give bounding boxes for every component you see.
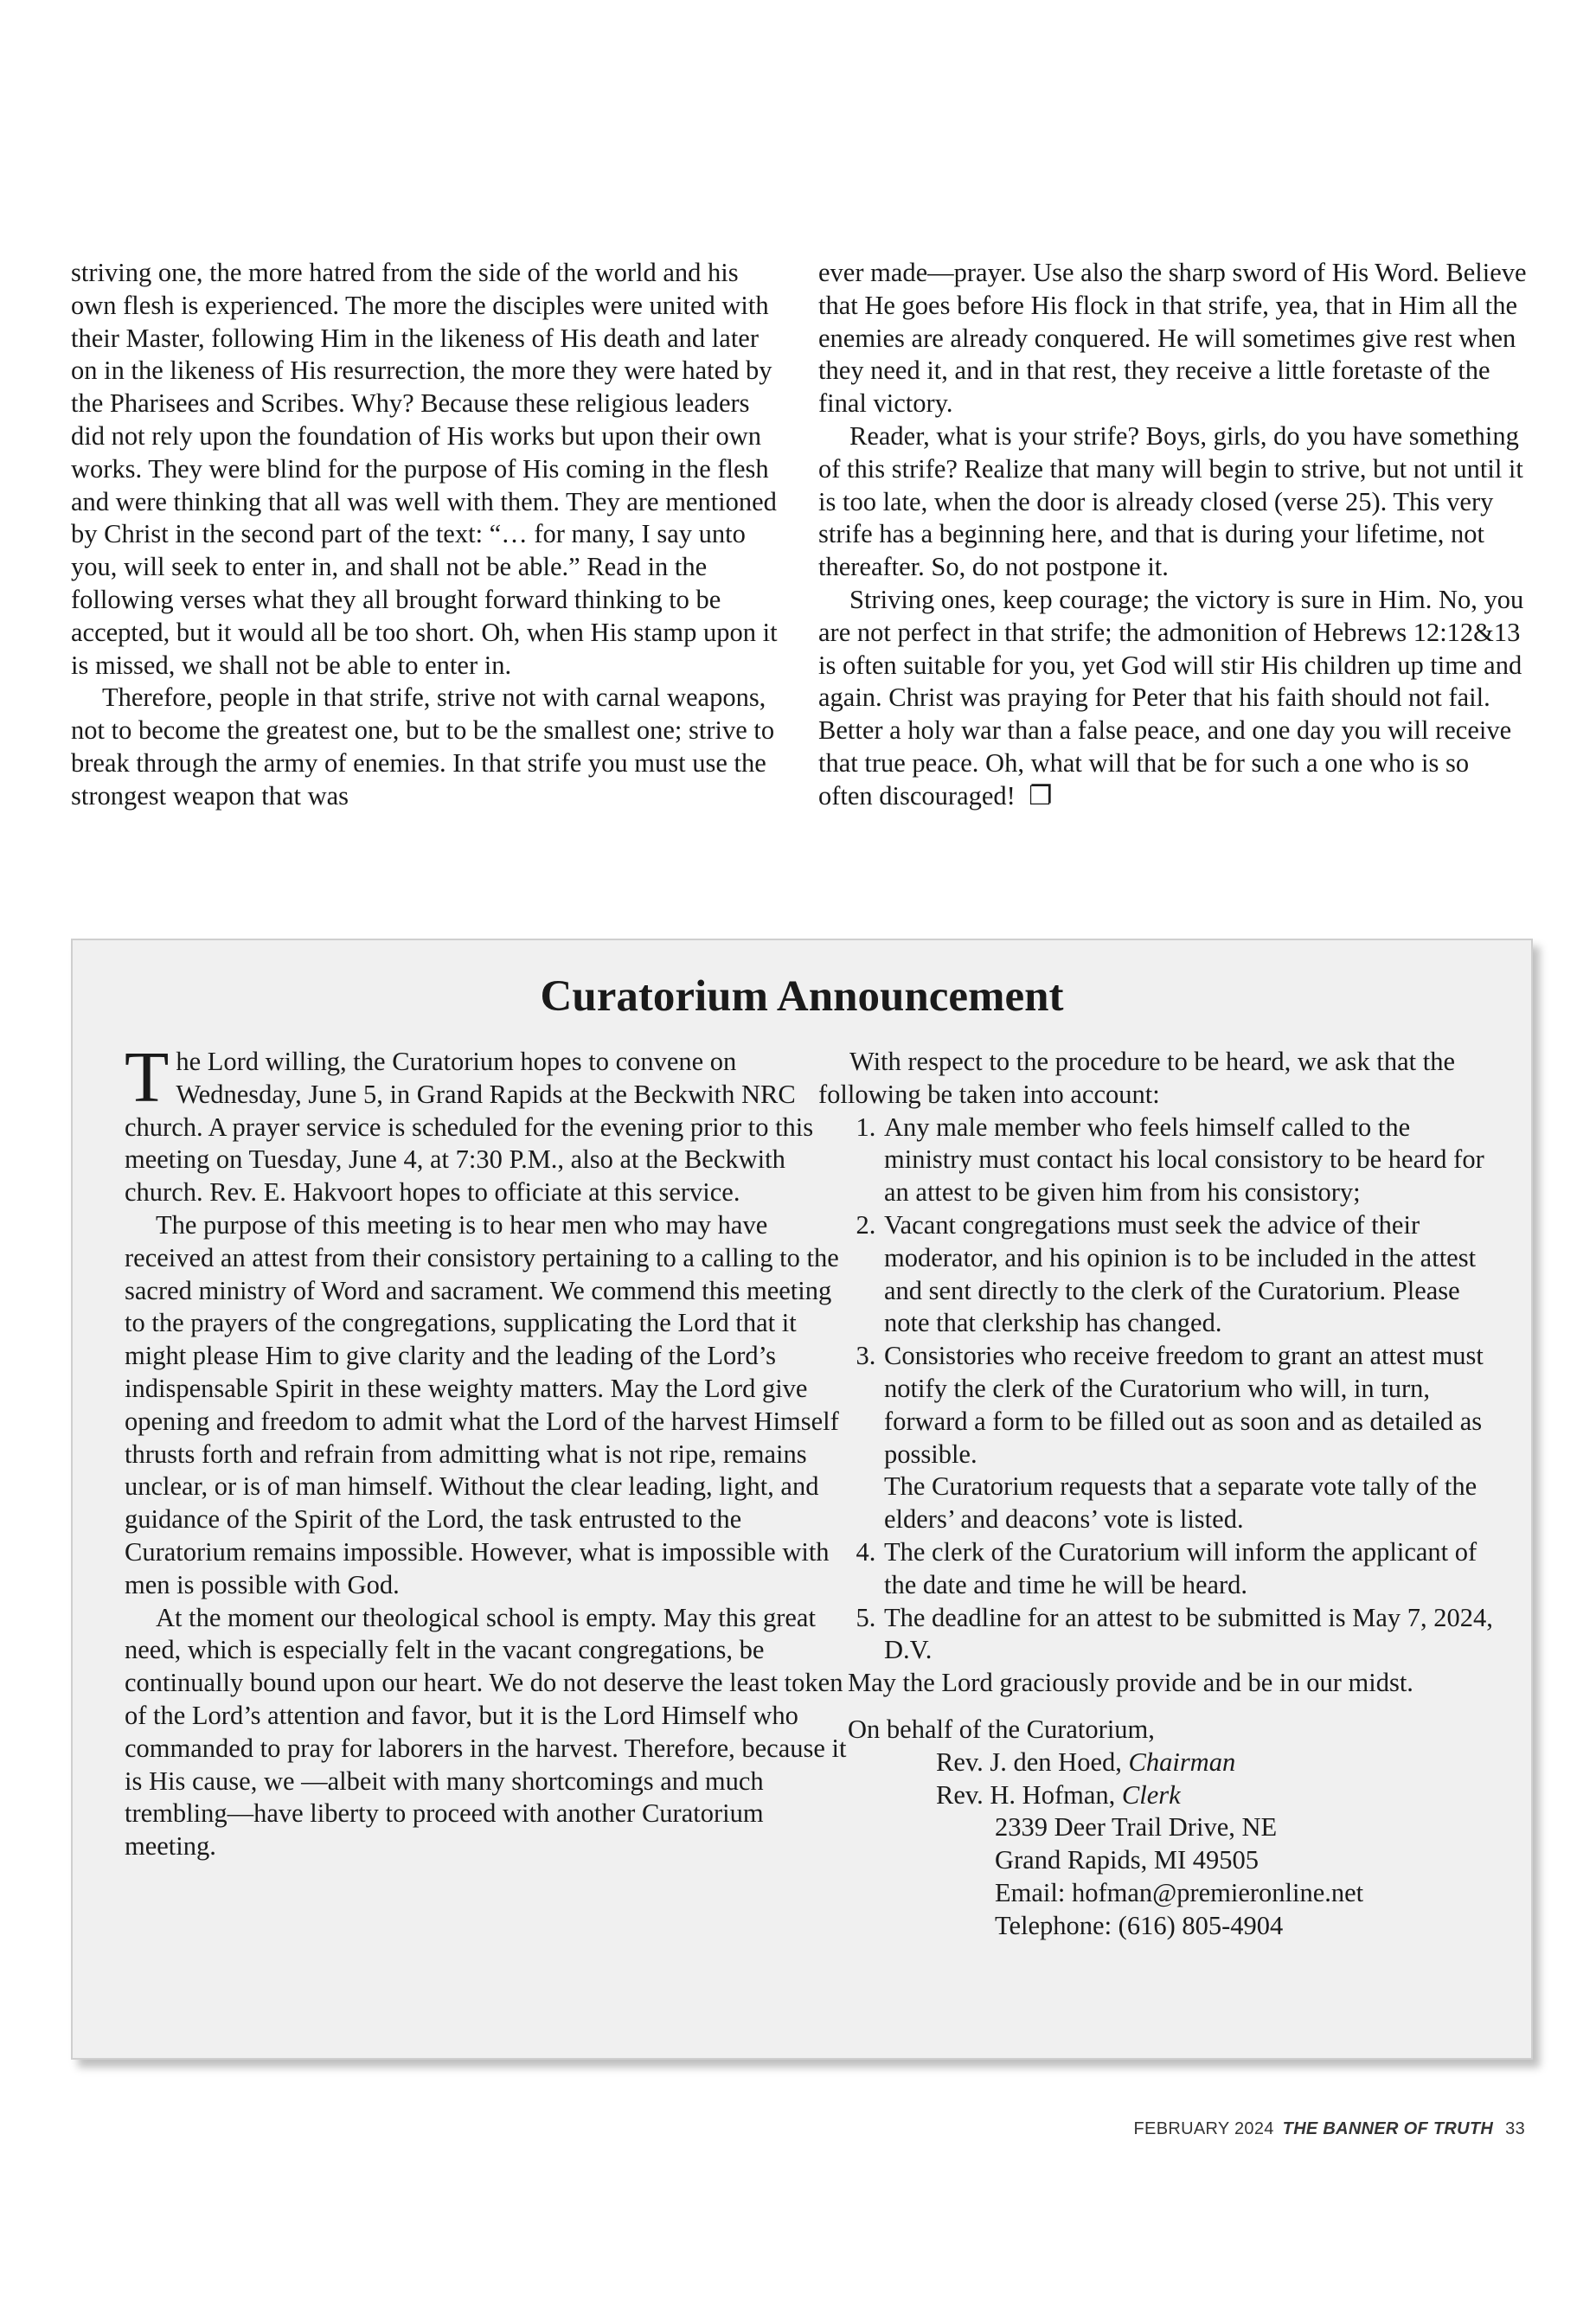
article-left-column — [71, 257, 780, 813]
announcement-title: Curatorium Announcement — [540, 972, 1064, 1021]
announcement-right-column — [818, 1046, 1502, 1943]
procedure-list — [818, 1112, 1502, 1668]
closing-line: May the Lord graciously provide and be in our midst. — [848, 1668, 1413, 1698]
announcement-left-column — [125, 1037, 849, 1863]
signature-block — [818, 1714, 1502, 1943]
footer-date: FEBRUARY 2024 — [1133, 2119, 1274, 2138]
article-paragraph: Reader, what is your strife? Boys, girls, do you have something of this strife? Realize that many will begin to strive, but not until it is too late, when the door is already closed (verse 25). This very strife has a beginning here, and that is during your lifetime, not thereafter. So, do not postpone it. — [818, 420, 1523, 582]
address-line: Grand Rapids, MI 49505 — [995, 1845, 1259, 1875]
email-line: Email: hofman@premieronline.net — [995, 1877, 1364, 1907]
page-number: 33 — [1505, 2119, 1525, 2138]
on-behalf-line: On behalf of the Curatorium, — [848, 1714, 1155, 1744]
article-paragraph: striving one, the more hatred from the side of the world and his own flesh is experienced. The more the disciples were united with their Master, following Him in the likeness of His death and later on in the likeness of His resurrection, the more they were hated by the Pharisees and Scribes. Why? Because these religious leaders did not rely upon the foundation of His works but upon their own works. They were blind for the purpose of His coming in the flesh and were thinking that all was well with them. They are mentioned by Christ in the second part of the text: “… for many, I say unto you, will seek to enter in, and shall not be able.” Read in the following verses what they all brought forward thinking to be accepted, but it would all be too short. Oh, when His stamp upon it is missed, we shall not be able to enter in. — [71, 258, 778, 680]
clerk-line: Rev. H. Hofman, Clerk — [936, 1779, 1181, 1810]
announcement-paragraph: At the moment our theological school is empty. May this great need, which is especially felt in the vacant congregations, be continually bound upon our heart. We do not deserve the least token of the Lord’s attention and favor, but it is the Lord Himself who commanded to pray for laborers in the harvest. Therefore, because it is His cause, we —albeit with many shortcomings and much trembling—have liberty to proceed with another Curatorium meeting. — [125, 1602, 847, 1862]
phone-line: Telephone: (616) 805-4904 — [995, 1910, 1284, 1940]
article-paragraph: ever made—prayer. Use also the sharp sword of His Word. Believe that He goes before His flock in that strife, yea, that in Him all the enemies are already conquered. He will sometimes give rest when they need it, and in that rest, they receive a little foretaste of the final victory. — [818, 258, 1527, 419]
list-item: 3. Consistories who receive freedom to grant an attest must notify the clerk of the Curatorium who will, in turn, forward a form to be filled out as soon and as detailed as possible. The Curatorium requests that a separate vote tally of the elders’ and deacons’ vote is listed. — [882, 1340, 1502, 1536]
list-item-note: The Curatorium requests that a separate vote tally of the elders’ and deacons’ vote is listed. — [884, 1471, 1477, 1535]
address-line: 2339 Deer Trail Drive, NE — [995, 1812, 1278, 1843]
list-item: 5. The deadline for an attest to be submitted is May 7, 2024, D.V. — [882, 1602, 1502, 1668]
announcement-box — [71, 939, 1533, 2060]
list-item: 1. Any male member who feels himself called to the ministry must contact his local consistory to be heard for an attest to be given him from his consistory; — [882, 1112, 1502, 1209]
end-mark-icon: ❐ — [1029, 780, 1053, 811]
announcement-paragraph: The purpose of this meeting is to hear men who may have received an attest from their consistory pertaining to a calling to the sacred ministry of Word and sacrament. We commend this meeting to the prayers of the congregations, supplicating the Lord that it might please Him to give clarity and the leading of the Lord’s indispensable Spirit in these weighty matters. May the Lord give opening and freedom to admit what the Lord of the harvest Himself thrusts forth and refrain from admitting what is not ripe, remains unclear, or is of man himself. Without the clear leading, light, and guidance of the Spirit of the Lord, the task entrusted to the Curatorium remains impossible. However, what is impossible with men is possible with God. — [125, 1209, 839, 1599]
footer-magazine: THE BANNER OF TRUTH — [1282, 2119, 1494, 2138]
article-paragraph: Therefore, people in that strife, strive not with carnal weapons, not to become the greatest one, but to be the smallest one; strive to break through the army of enemies. In that strife you must use the strongest weapon that was — [71, 683, 775, 811]
chairman-line: Rev. J. den Hoed, Chairman — [936, 1747, 1236, 1777]
drop-cap: T — [125, 1037, 170, 1118]
announcement-intro: The Lord willing, the Curatorium hopes to convene on Wednesday, June 5, in Grand Rapids at the Beckwith NRC church. A prayer service is scheduled for the evening prior to this meeting on Tuesday, June 4, at 7:30 P.M., also at the Beckwith church. Rev. E. Hakvoort hopes to officiate at this service. — [125, 1037, 814, 1208]
article-paragraph: Striving ones, keep courage; the victory is sure in Him. No, you are not perfect in that strife; the admonition of Hebrews 12:12&13 is often suitable for you, yet God will stir His children up time and again. Christ was praying for Peter that his faith should not fail. Better a holy war than a false peace, and one day you will receive that true peace. Oh, what will that be for such a one who is so often discouraged! ❐ — [818, 584, 1524, 811]
procedure-intro: With respect to the procedure to be heard, we ask that the following be taken into account: — [818, 1047, 1455, 1109]
article-right-column — [818, 257, 1528, 813]
page-footer — [1134, 2119, 1525, 2139]
list-item: 4. The clerk of the Curatorium will inform the applicant of the date and time he will be heard. — [882, 1536, 1502, 1602]
list-item: 2. Vacant congregations must seek the advice of their moderator, and his opinion is to be included in the attest and sent directly to the clerk of the Curatorium. Please note that clerkship has changed. — [882, 1209, 1502, 1340]
